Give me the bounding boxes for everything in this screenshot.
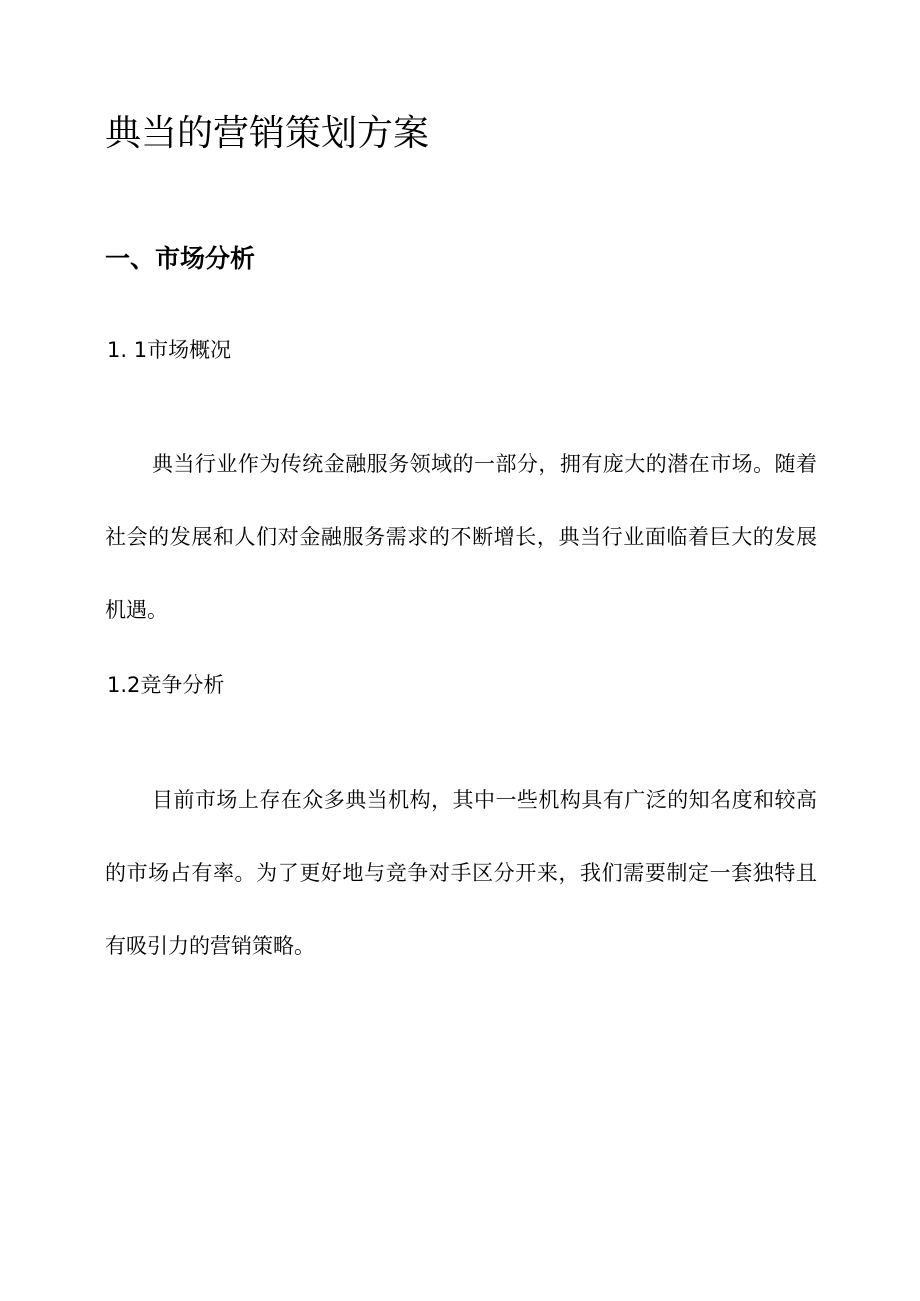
section-heading-market-analysis: 一、市场分析: [105, 244, 256, 273]
paragraph-competition-analysis: 目前市场上存在众多典当机构，其中一些机构具有广泛的知名度和较高的市场占有率。为了更好地与竞争对手区分开来，我们需要制定一套独特且有吸引力的营销策略。: [105, 788, 817, 958]
document-title: 典当的营销策划方案: [105, 113, 430, 154]
subsection-heading-competition-analysis: 1.2竞争分析: [107, 673, 225, 697]
paragraph-market-overview: 典当行业作为传统金融服务领域的一部分，拥有庞大的潜在市场。随着社会的发展和人们对金融服务需求的不断增长，典当行业面临着巨大的发展机遇。: [105, 452, 817, 622]
subsection-heading-market-overview: 1. 1市场概况: [107, 338, 232, 362]
